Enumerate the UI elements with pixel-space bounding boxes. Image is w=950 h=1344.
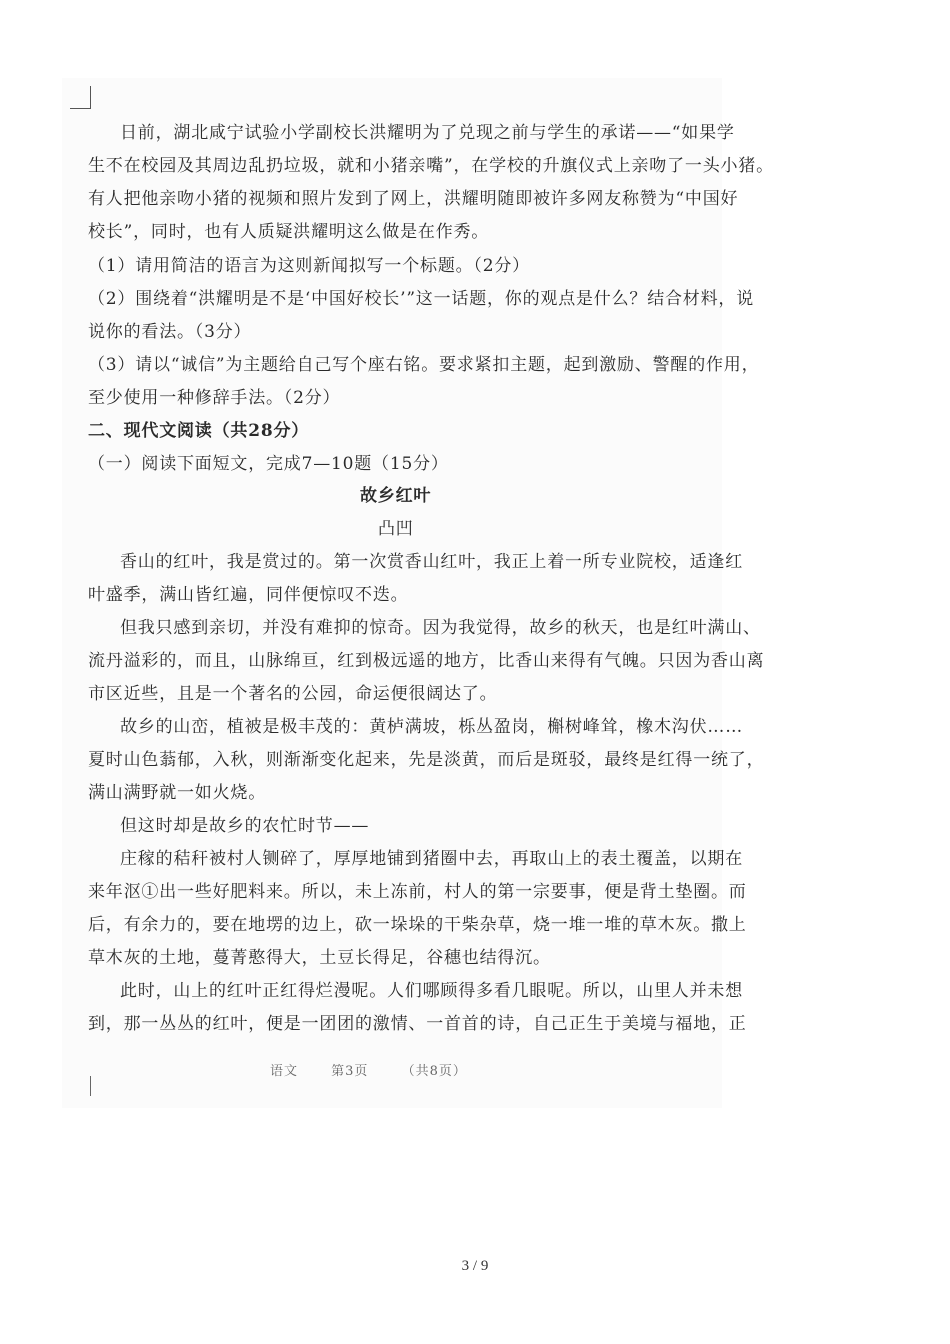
text-line: 但我只感到亲切，并没有难抑的惊奇。因为我觉得，故乡的秋天，也是红叶满山、	[120, 618, 761, 638]
footer-total: （共8页）	[401, 1064, 467, 1079]
question-1: （1）请用简洁的语言为这则新闻拟写一个标题。（2分）	[88, 256, 530, 276]
article-title: 故乡红叶	[360, 486, 432, 506]
footer-page: 第3页	[331, 1064, 369, 1079]
section-heading: 二、现代文阅读（共28分）	[88, 421, 310, 441]
question-3: （3）请以“诚信”为主题给自己写个座右铭。要求紧扣主题，起到激励、警醒的作用，	[88, 355, 760, 375]
text-line: 夏时山色蓊郁，入秋，则渐渐变化起来，先是淡黄，而后是斑驳，最终是红得一统了，	[88, 750, 765, 770]
article-author: 凸凹	[378, 519, 414, 539]
text-line: 到，那一丛丛的红叶，便是一团团的激情、一首首的诗，自己正生于美境与福地，正	[88, 1014, 747, 1034]
text-line: 市区近些，且是一个著名的公园，命运便很阔达了。	[88, 684, 498, 704]
text-line: 草木灰的土地，蔓菁憨得大，土豆长得足，谷穗也结得沉。	[88, 948, 551, 968]
corner-crop-mark	[70, 86, 91, 109]
text-line: 满山满野就一如火烧。	[88, 783, 266, 803]
subsection-heading: （一）阅读下面短文，完成7—10题（15分）	[88, 454, 449, 474]
page-indicator: 3 / 9	[461, 1258, 489, 1274]
text-line: 生不在校园及其周边乱扔垃圾，就和小猪亲嘴”，在学校的升旗仪式上亲吻了一头小猪。	[88, 156, 774, 176]
text-line: 故乡的山峦，植被是极丰茂的：黄栌满坡，栎丛盈岗，槲树峰耸，橡木沟伏……	[120, 717, 743, 737]
text-line: 叶盛季，满山皆红遍，同伴便惊叹不迭。	[88, 585, 409, 605]
text-line: 香山的红叶，我是赏过的。第一次赏香山红叶，我正上着一所专业院校，适逢红	[120, 552, 743, 572]
text-line: 来年沤①出一些好肥料来。所以，未上冻前，村人的第一宗要事，便是背土垫圈。而	[88, 882, 747, 902]
margin-mark	[90, 1076, 91, 1096]
question-2-cont: 说你的看法。（3分）	[88, 322, 252, 342]
text-line: 但这时却是故乡的农忙时节——	[120, 816, 370, 836]
text-line: 流丹溢彩的，而且，山脉绵亘，红到极远遥的地方，比香山来得有气魄。只因为香山离	[88, 651, 765, 671]
question-3-cont: 至少使用一种修辞手法。（2分）	[88, 388, 341, 408]
text-line: 此时，山上的红叶正红得烂漫呢。人们哪顾得多看几眼呢。所以，山里人并未想	[120, 981, 743, 1001]
page-footer	[270, 1060, 495, 1079]
text-line: 后，有余力的，要在地塄的边上，砍一垛垛的干柴杂草，烧一堆一堆的草木灰。撒上	[88, 915, 747, 935]
question-2: （2）围绕着“洪耀明是不是‘中国好校长’”这一话题，你的观点是什么？结合材料，说	[88, 289, 755, 309]
text-line: 有人把他亲吻小猪的视频和照片发到了网上，洪耀明随即被许多网友称赞为“中国好	[88, 189, 739, 209]
text-line: 日前，湖北咸宁试验小学副校长洪耀明为了兑现之前与学生的承诺——“如果学	[120, 123, 735, 143]
text-line: 庄稼的秸秆被村人铡碎了，厚厚地铺到猪圈中去，再取山上的表土覆盖，以期在	[120, 849, 743, 869]
text-line: 校长”，同时，也有人质疑洪耀明这么做是在作秀。	[88, 222, 490, 242]
footer-subject: 语文	[270, 1064, 299, 1079]
